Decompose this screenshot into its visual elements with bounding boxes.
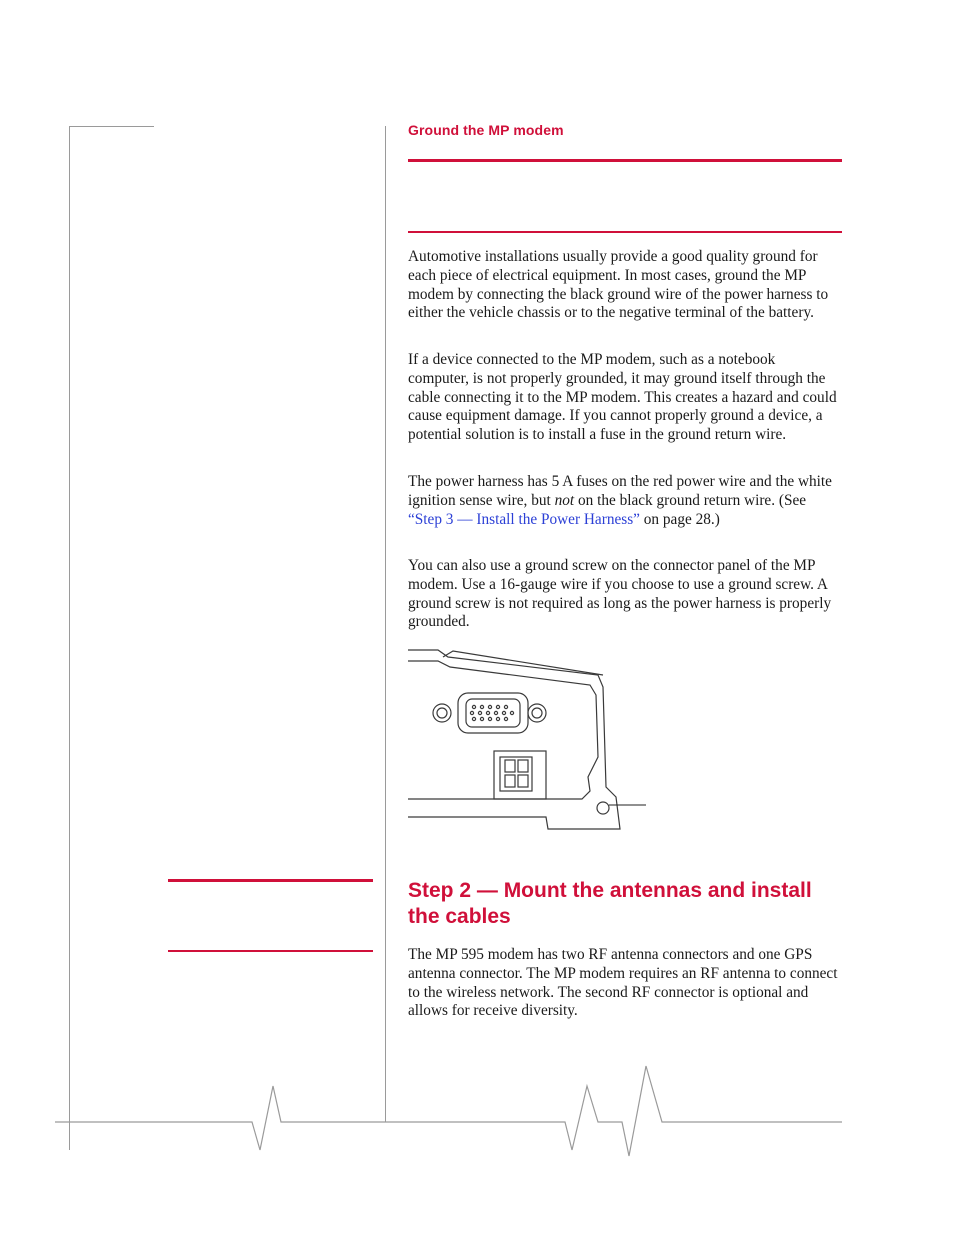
- frame-column-divider: [385, 126, 386, 1122]
- ground-paragraph-1: [408, 248, 840, 323]
- paragraph-text: You can also use a ground screw on the connector panel of the MP modem. Use a 16-gauge wire if you choose to use a ground screw. A ground screw is not required as long as the power harness is properly grounded.: [408, 557, 832, 631]
- ground-paragraph-3: [408, 473, 840, 529]
- text-run: on page 28.): [639, 510, 720, 528]
- paragraph-text: Automotive installations usually provide a good quality ground for each piece of electrical equipment. In most cases, ground the MP modem by connecting the black ground wire of the power harness to either the vehicle chassis or to the negative terminal of the battery.: [408, 248, 829, 322]
- emphasis-text: not: [554, 491, 575, 509]
- step2-heading: Step 2 — Mount the antennas and install the cables: [408, 879, 812, 928]
- text-run: The power harness has 5 A fuses on the red power wire and the white ignition sense wire, but: [408, 473, 832, 509]
- text-run: on the black ground return wire. (See: [574, 491, 807, 509]
- header-red-rule-thin: [408, 231, 842, 233]
- frame-left-vertical: [69, 126, 70, 1150]
- ground-paragraph-4: [408, 557, 840, 632]
- step3-cross-reference-link[interactable]: “Step 3 — Install the Power Harness”: [408, 510, 640, 528]
- ground-paragraph-2: [408, 351, 840, 445]
- step2-side-rule-bottom: [168, 950, 373, 952]
- frame-top-left-rule: [70, 126, 154, 127]
- modem-connector-panel-illustration: [408, 647, 648, 832]
- step2-side-rule-top: [168, 879, 373, 882]
- section-title: Ground the MP modem: [408, 122, 564, 138]
- paragraph-text: If a device connected to the MP modem, such as a notebook computer, is not properly grounded, it may ground itself through the cable connecting it to the MP modem. This creates a hazard and could cause equipment damage. If you cannot properly ground a device, a potential solution is to install a fuse in the ground return wire.: [408, 351, 837, 444]
- step2-paragraph: [408, 946, 840, 1021]
- paragraph-text: [408, 473, 840, 529]
- header-red-rule: [408, 159, 842, 162]
- paragraph-text: The MP 595 modem has two RF antenna connectors and one GPS antenna connector. The MP modem requires an RF antenna to connect to the wireless network. The second RF connector is optional and allows for receive diversity.: [408, 946, 838, 1020]
- footer-wave-line: [0, 1060, 954, 1160]
